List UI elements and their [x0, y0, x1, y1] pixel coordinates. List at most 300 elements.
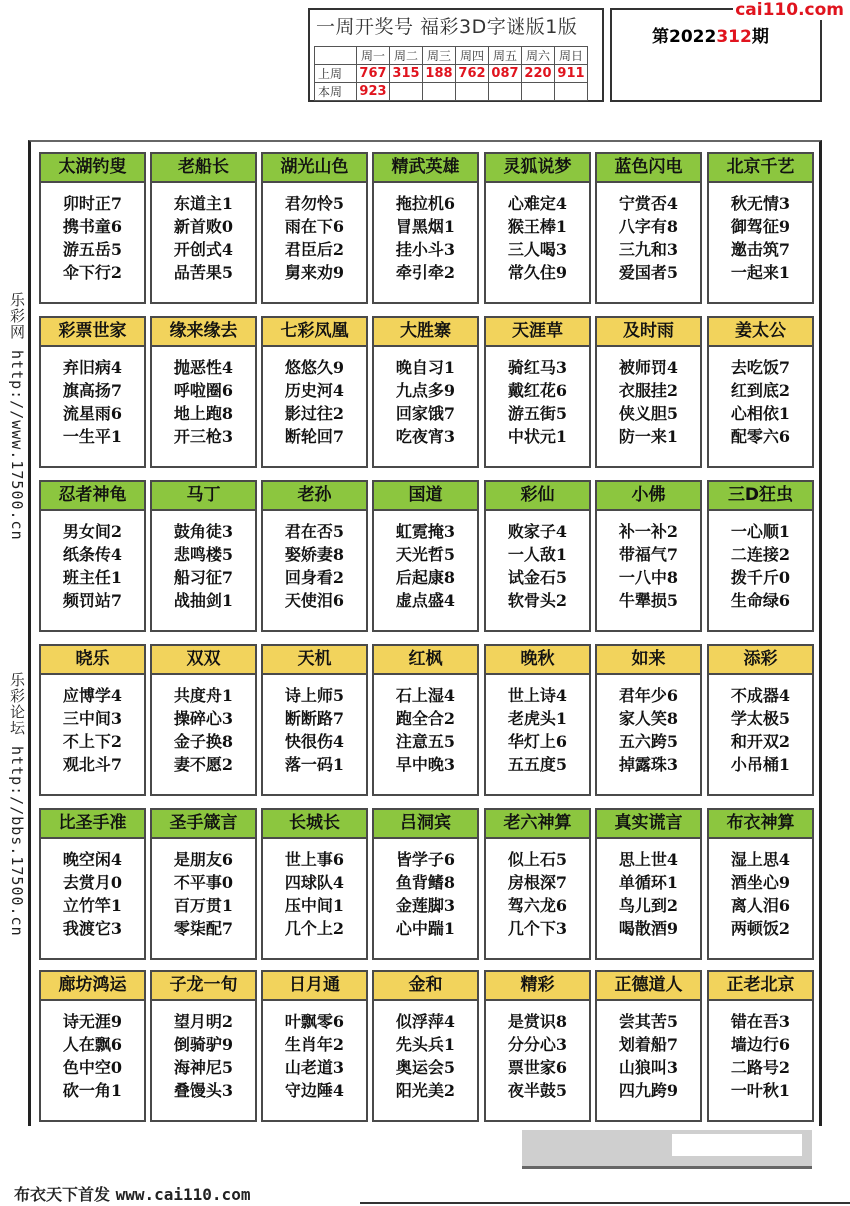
card-lines — [152, 192, 255, 284]
puzzle-card — [707, 970, 814, 1122]
puzzle-line: 夜半鼓5 — [507, 1081, 568, 1100]
card-title: 忍者神龟 — [41, 482, 144, 511]
draw-number — [423, 83, 456, 101]
puzzle-line: 不成器4 — [730, 686, 791, 705]
puzzle-line: 五六跨5 — [618, 732, 679, 751]
puzzle-line: 皆学子6 — [395, 850, 456, 869]
puzzle-line: 补一补2 — [618, 522, 679, 541]
puzzle-line: 墙边行6 — [730, 1035, 791, 1054]
draw-results-table — [314, 46, 588, 101]
table-row — [315, 65, 588, 83]
puzzle-line: 观北斗7 — [62, 755, 123, 774]
puzzle-card — [150, 480, 257, 632]
puzzle-line: 世上事6 — [284, 850, 345, 869]
puzzle-line: 抛恶性4 — [173, 358, 234, 377]
footer-bar — [522, 1130, 812, 1169]
card-lines — [41, 684, 144, 776]
side-link-top[interactable]: 乐彩网 http://www.17500.cn — [8, 292, 26, 541]
puzzle-line: 天使泪6 — [284, 591, 345, 610]
puzzle-line: 男女间2 — [62, 522, 123, 541]
card-lines — [709, 520, 812, 612]
puzzle-line: 晚空闲4 — [62, 850, 123, 869]
card-title: 马丁 — [152, 482, 255, 511]
puzzle-line: 君勿怜5 — [284, 194, 345, 213]
card-title: 正老北京 — [709, 972, 812, 1001]
puzzle-line: 猴王棒1 — [507, 217, 568, 236]
divider — [360, 1202, 850, 1204]
puzzle-line: 红到底2 — [730, 381, 791, 400]
card-title: 子龙一旬 — [152, 972, 255, 1001]
puzzle-line: 回家饿7 — [395, 404, 456, 423]
puzzle-line: 软骨头2 — [507, 591, 568, 610]
puzzle-card — [39, 644, 146, 796]
puzzle-line: 断轮回7 — [284, 427, 345, 446]
side-link-bottom[interactable]: 乐彩论坛 http://bbs.17500.cn — [8, 672, 26, 937]
puzzle-line: 侠义胆5 — [618, 404, 679, 423]
puzzle-line: 一生平1 — [62, 427, 123, 446]
puzzle-line: 携书童6 — [62, 217, 123, 236]
puzzle-line: 望月明2 — [173, 1012, 234, 1031]
puzzle-card — [372, 316, 479, 468]
card-lines — [263, 848, 366, 940]
puzzle-line: 守边陲4 — [284, 1081, 345, 1100]
footer-credit: 布衣天下首发 www.cai110.com — [14, 1185, 251, 1204]
puzzle-line: 立竹竿1 — [62, 896, 123, 915]
card-lines — [374, 848, 477, 940]
puzzle-card — [707, 152, 814, 304]
puzzle-line: 邀击筑7 — [730, 240, 791, 259]
puzzle-grid — [28, 140, 822, 1126]
card-title: 蓝色闪电 — [597, 154, 700, 183]
puzzle-line: 晚自习1 — [395, 358, 456, 377]
puzzle-line: 心中踹1 — [395, 919, 456, 938]
card-title: 国道 — [374, 482, 477, 511]
card-title: 缘来缘去 — [152, 318, 255, 347]
card-title: 七彩凤凰 — [263, 318, 366, 347]
puzzle-line: 开三枪3 — [173, 427, 234, 446]
draw-number — [522, 83, 555, 101]
day-header: 周六 — [522, 47, 555, 65]
card-title: 吕洞宾 — [374, 810, 477, 839]
puzzle-line: 伞下行2 — [62, 263, 123, 282]
puzzle-card — [595, 970, 702, 1122]
puzzle-line: 似上石5 — [507, 850, 568, 869]
puzzle-line: 爱国者5 — [618, 263, 679, 282]
card-title: 晓乐 — [41, 646, 144, 675]
puzzle-card — [261, 316, 368, 468]
puzzle-line: 挂小斗3 — [395, 240, 456, 259]
day-header: 周五 — [489, 47, 522, 65]
card-lines — [152, 1010, 255, 1102]
puzzle-line: 游五街5 — [507, 404, 568, 423]
card-title: 太湖钓叟 — [41, 154, 144, 183]
puzzle-line: 一人敌1 — [507, 545, 568, 564]
puzzle-line: 四九跨9 — [618, 1081, 679, 1100]
puzzle-line: 奥运会5 — [395, 1058, 456, 1077]
draw-number — [456, 83, 489, 101]
puzzle-line: 几个下3 — [507, 919, 568, 938]
card-lines — [374, 356, 477, 448]
card-lines — [709, 192, 812, 284]
puzzle-line: 驾六龙6 — [507, 896, 568, 915]
card-title: 日月通 — [263, 972, 366, 1001]
puzzle-card — [595, 152, 702, 304]
puzzle-line: 骑红马3 — [507, 358, 568, 377]
puzzle-card — [372, 152, 479, 304]
row-label: 本周 — [315, 83, 357, 101]
puzzle-line: 尝其苦5 — [618, 1012, 679, 1031]
draw-number — [555, 83, 588, 101]
puzzle-line: 跑全合2 — [395, 709, 456, 728]
puzzle-line: 悠悠久9 — [284, 358, 345, 377]
puzzle-line: 地上跑8 — [173, 404, 234, 423]
puzzle-line: 八字有8 — [618, 217, 679, 236]
puzzle-line: 鸟儿到2 — [618, 896, 679, 915]
puzzle-line: 华灯上6 — [507, 732, 568, 751]
puzzle-line: 百万贯1 — [173, 896, 234, 915]
puzzle-card — [595, 480, 702, 632]
card-title: 老孙 — [263, 482, 366, 511]
puzzle-line: 单循环1 — [618, 873, 679, 892]
card-title: 双双 — [152, 646, 255, 675]
puzzle-line: 新首败0 — [173, 217, 234, 236]
card-lines — [152, 684, 255, 776]
card-lines — [709, 684, 812, 776]
puzzle-line: 卯时正7 — [62, 194, 123, 213]
puzzle-card — [150, 316, 257, 468]
puzzle-line: 山老道3 — [284, 1058, 345, 1077]
puzzle-line: 快很伤4 — [284, 732, 345, 751]
card-title: 添彩 — [709, 646, 812, 675]
day-header: 周二 — [390, 47, 423, 65]
puzzle-line: 拖拉机6 — [395, 194, 456, 213]
puzzle-line: 酒坐心9 — [730, 873, 791, 892]
puzzle-card — [595, 808, 702, 960]
issue-panel — [610, 8, 822, 102]
card-lines — [263, 192, 366, 284]
card-title: 如来 — [597, 646, 700, 675]
card-lines — [597, 1010, 700, 1102]
page-title: 一周开奖号 福彩3D字谜版1版 — [316, 16, 578, 38]
puzzle-line: 学太极5 — [730, 709, 791, 728]
puzzle-line: 品苦果5 — [173, 263, 234, 282]
puzzle-line: 一八中8 — [618, 568, 679, 587]
card-title: 老船长 — [152, 154, 255, 183]
site-logo-text[interactable]: cai110.com — [735, 0, 844, 20]
card-lines — [486, 1010, 589, 1102]
footer-url[interactable]: www.cai110.com — [115, 1185, 251, 1204]
puzzle-card — [261, 808, 368, 960]
card-title: 彩票世家 — [41, 318, 144, 347]
card-lines — [41, 356, 144, 448]
puzzle-line: 房根深7 — [507, 873, 568, 892]
card-lines — [709, 1010, 812, 1102]
puzzle-line: 注意五5 — [395, 732, 456, 751]
puzzle-card — [150, 644, 257, 796]
draw-number — [390, 83, 423, 101]
puzzle-line: 我渡它3 — [62, 919, 123, 938]
card-lines — [263, 520, 366, 612]
puzzle-line: 金子换8 — [173, 732, 234, 751]
puzzle-card — [372, 808, 479, 960]
puzzle-card — [595, 316, 702, 468]
card-title: 天涯草 — [486, 318, 589, 347]
card-title: 圣手箴言 — [152, 810, 255, 839]
card-title: 精彩 — [486, 972, 589, 1001]
card-lines — [486, 520, 589, 612]
card-lines — [597, 848, 700, 940]
puzzle-line: 阳光美2 — [395, 1081, 456, 1100]
puzzle-line: 操碎心3 — [173, 709, 234, 728]
puzzle-line: 划着船7 — [618, 1035, 679, 1054]
puzzle-line: 是朋友6 — [173, 850, 234, 869]
card-title: 三D狂虫 — [709, 482, 812, 511]
draw-number: 762 — [456, 65, 489, 83]
puzzle-card — [484, 644, 591, 796]
puzzle-card — [707, 480, 814, 632]
puzzle-card — [372, 644, 479, 796]
card-lines — [41, 520, 144, 612]
puzzle-line: 班主任1 — [62, 568, 123, 587]
card-title: 金和 — [374, 972, 477, 1001]
puzzle-line: 一心顺1 — [730, 522, 791, 541]
card-title: 灵狐说梦 — [486, 154, 589, 183]
puzzle-line: 叶飘零6 — [284, 1012, 345, 1031]
puzzle-line: 船习征7 — [173, 568, 234, 587]
puzzle-line: 思上世4 — [618, 850, 679, 869]
card-lines — [374, 192, 477, 284]
puzzle-line: 宁赏否4 — [618, 194, 679, 213]
card-lines — [152, 848, 255, 940]
puzzle-card — [484, 152, 591, 304]
puzzle-line: 应博学4 — [62, 686, 123, 705]
puzzle-line: 色中空0 — [62, 1058, 123, 1077]
puzzle-line: 去赏月0 — [62, 873, 123, 892]
puzzle-line: 落一码1 — [284, 755, 345, 774]
card-title: 比圣手准 — [41, 810, 144, 839]
puzzle-line: 压中间1 — [284, 896, 345, 915]
puzzle-card — [39, 316, 146, 468]
puzzle-line: 离人泪6 — [730, 896, 791, 915]
puzzle-line: 共度舟1 — [173, 686, 234, 705]
puzzle-line: 回身看2 — [284, 568, 345, 587]
draw-number: 188 — [423, 65, 456, 83]
puzzle-line: 和开双2 — [730, 732, 791, 751]
card-lines — [597, 356, 700, 448]
draw-number: 087 — [489, 65, 522, 83]
puzzle-line: 先头兵1 — [395, 1035, 456, 1054]
puzzle-line: 世上诗4 — [507, 686, 568, 705]
table-header-row — [315, 47, 588, 65]
puzzle-line: 常久住9 — [507, 263, 568, 282]
puzzle-line: 一叶秋1 — [730, 1081, 791, 1100]
card-lines — [486, 192, 589, 284]
puzzle-line: 弃旧病4 — [62, 358, 123, 377]
day-header: 周四 — [456, 47, 489, 65]
puzzle-line: 倒骑驴9 — [173, 1035, 234, 1054]
card-title: 长城长 — [263, 810, 366, 839]
puzzle-line: 几个上2 — [284, 919, 345, 938]
day-header: 周一 — [357, 47, 390, 65]
card-lines — [597, 520, 700, 612]
card-title: 北京千艺 — [709, 154, 812, 183]
puzzle-line: 牵引牵2 — [395, 263, 456, 282]
puzzle-line: 不平事0 — [173, 873, 234, 892]
puzzle-card — [484, 808, 591, 960]
card-lines — [263, 684, 366, 776]
card-lines — [486, 848, 589, 940]
puzzle-line: 二连接2 — [730, 545, 791, 564]
card-title: 正德道人 — [597, 972, 700, 1001]
card-title: 姜太公 — [709, 318, 812, 347]
puzzle-line: 舅来劝9 — [284, 263, 345, 282]
puzzle-line: 家人笑8 — [618, 709, 679, 728]
puzzle-card — [261, 970, 368, 1122]
puzzle-card — [484, 316, 591, 468]
draw-number — [489, 83, 522, 101]
puzzle-card — [372, 970, 479, 1122]
puzzle-line: 诗上师5 — [284, 686, 345, 705]
puzzle-line: 御驾征9 — [730, 217, 791, 236]
puzzle-line: 开创式4 — [173, 240, 234, 259]
puzzle-line: 雨在下6 — [284, 217, 345, 236]
puzzle-card — [707, 644, 814, 796]
card-lines — [709, 848, 812, 940]
puzzle-line: 早中晚3 — [395, 755, 456, 774]
puzzle-line: 天光哲5 — [395, 545, 456, 564]
puzzle-card — [707, 316, 814, 468]
puzzle-line: 小吊桶1 — [730, 755, 791, 774]
puzzle-card — [39, 152, 146, 304]
puzzle-card — [39, 808, 146, 960]
puzzle-line: 票世家6 — [507, 1058, 568, 1077]
puzzle-line: 一起来1 — [730, 263, 791, 282]
puzzle-line: 流星雨6 — [62, 404, 123, 423]
card-title: 真实谎言 — [597, 810, 700, 839]
card-lines — [374, 520, 477, 612]
puzzle-line: 吃夜宵3 — [395, 427, 456, 446]
puzzle-line: 断断路7 — [284, 709, 345, 728]
puzzle-line: 虹霓掩3 — [395, 522, 456, 541]
puzzle-line: 东道主1 — [173, 194, 234, 213]
puzzle-line: 败家子4 — [507, 522, 568, 541]
puzzle-line: 分分心3 — [507, 1035, 568, 1054]
puzzle-line: 被师罚4 — [618, 358, 679, 377]
puzzle-line: 旗高扬7 — [62, 381, 123, 400]
puzzle-line: 配零六6 — [730, 427, 791, 446]
puzzle-card — [261, 152, 368, 304]
puzzle-card — [484, 970, 591, 1122]
puzzle-card — [150, 152, 257, 304]
card-title: 晚秋 — [486, 646, 589, 675]
puzzle-line: 君臣后2 — [284, 240, 345, 259]
puzzle-line: 心相依1 — [730, 404, 791, 423]
puzzle-line: 战抽剑1 — [173, 591, 234, 610]
puzzle-line: 老虎头1 — [507, 709, 568, 728]
puzzle-line: 人在飘6 — [62, 1035, 123, 1054]
puzzle-card — [39, 480, 146, 632]
card-title: 彩仙 — [486, 482, 589, 511]
table-row — [315, 83, 588, 101]
card-title: 红枫 — [374, 646, 477, 675]
card-title: 廊坊鸿运 — [41, 972, 144, 1001]
card-title: 精武英雄 — [374, 154, 477, 183]
card-title: 布衣神算 — [709, 810, 812, 839]
puzzle-line: 错在吾3 — [730, 1012, 791, 1031]
puzzle-line: 似浮萍4 — [395, 1012, 456, 1031]
puzzle-card — [261, 480, 368, 632]
puzzle-line: 游五岳5 — [62, 240, 123, 259]
puzzle-line: 去吃饭7 — [730, 358, 791, 377]
card-lines — [152, 520, 255, 612]
card-lines — [41, 1010, 144, 1102]
card-lines — [41, 848, 144, 940]
puzzle-line: 鱼背鳍8 — [395, 873, 456, 892]
card-lines — [486, 684, 589, 776]
puzzle-line: 娶娇妻8 — [284, 545, 345, 564]
puzzle-card — [484, 480, 591, 632]
puzzle-line: 妻不愿2 — [173, 755, 234, 774]
card-title: 老六神算 — [486, 810, 589, 839]
puzzle-line: 五五度5 — [507, 755, 568, 774]
puzzle-card — [595, 644, 702, 796]
day-header: 周日 — [555, 47, 588, 65]
puzzle-line: 频罚站7 — [62, 591, 123, 610]
puzzle-line: 九点多9 — [395, 381, 456, 400]
puzzle-line: 生命绿6 — [730, 591, 791, 610]
puzzle-line: 冒黑烟1 — [395, 217, 456, 236]
draw-number: 220 — [522, 65, 555, 83]
card-lines — [374, 684, 477, 776]
card-title: 及时雨 — [597, 318, 700, 347]
puzzle-card — [372, 480, 479, 632]
puzzle-line: 秋无情3 — [730, 194, 791, 213]
puzzle-line: 掉露珠3 — [618, 755, 679, 774]
card-lines — [374, 1010, 477, 1102]
puzzle-line: 三九和3 — [618, 240, 679, 259]
puzzle-line: 戴红花6 — [507, 381, 568, 400]
puzzle-line: 君在否5 — [284, 522, 345, 541]
puzzle-line: 四球队4 — [284, 873, 345, 892]
card-lines — [263, 1010, 366, 1102]
card-title: 湖光山色 — [263, 154, 366, 183]
puzzle-card — [39, 970, 146, 1122]
card-title: 小佛 — [597, 482, 700, 511]
day-header: 周三 — [423, 47, 456, 65]
puzzle-line: 悲鸣楼5 — [173, 545, 234, 564]
card-lines — [597, 192, 700, 284]
card-lines — [263, 356, 366, 448]
puzzle-line: 虚点盛4 — [395, 591, 456, 610]
puzzle-card — [261, 644, 368, 796]
puzzle-line: 二路号2 — [730, 1058, 791, 1077]
puzzle-line: 纸条传4 — [62, 545, 123, 564]
puzzle-line: 三中间3 — [62, 709, 123, 728]
card-title: 天机 — [263, 646, 366, 675]
puzzle-line: 湿上思4 — [730, 850, 791, 869]
issue-number: 第2022312期 — [652, 27, 769, 47]
puzzle-line: 呼啦圈6 — [173, 381, 234, 400]
row-label: 上周 — [315, 65, 357, 83]
puzzle-line: 影过往2 — [284, 404, 345, 423]
puzzle-line: 历史河4 — [284, 381, 345, 400]
puzzle-line: 中状元1 — [507, 427, 568, 446]
puzzle-line: 牛犟损5 — [618, 591, 679, 610]
puzzle-line: 叠馒头3 — [173, 1081, 234, 1100]
puzzle-line: 是赏识8 — [507, 1012, 568, 1031]
puzzle-line: 试金石5 — [507, 568, 568, 587]
puzzle-line: 后起康8 — [395, 568, 456, 587]
